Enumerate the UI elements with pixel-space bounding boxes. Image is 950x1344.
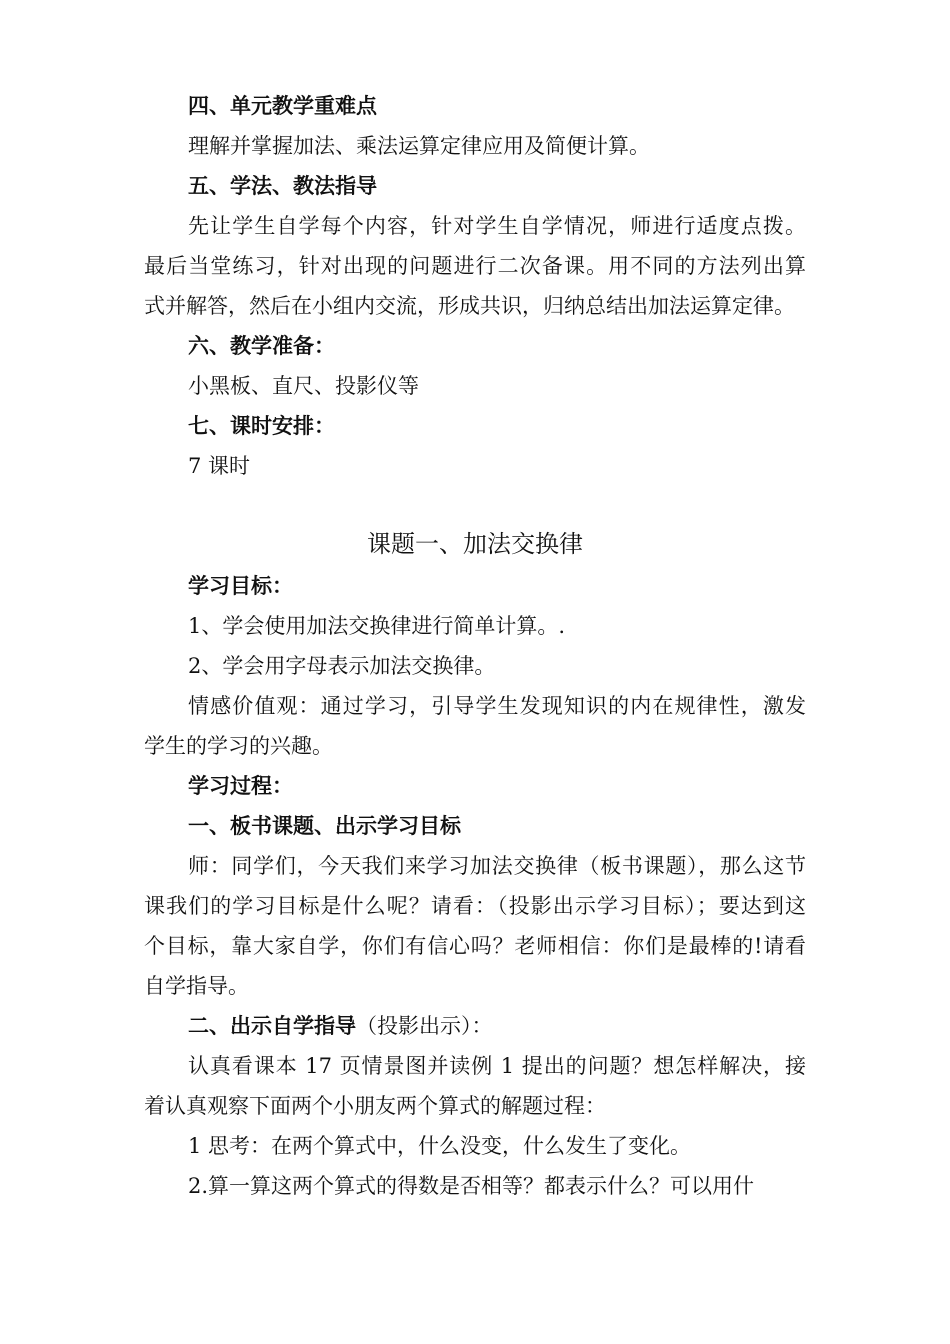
step-heading: 一、板书课题、出示学习目标 xyxy=(188,814,461,838)
subheading: 学习过程： xyxy=(188,774,293,798)
paragraph-line: 个目标，靠大家自学，你们有信心吗？老师相信：你们是最棒的!请看 xyxy=(144,934,806,958)
step-heading: 二、出示自学指导 xyxy=(188,1014,356,1038)
paragraph: 小黑板、直尺、投影仪等 xyxy=(188,374,419,398)
section-heading: 五、学法、教法指导 xyxy=(188,174,377,198)
paragraph-line: 认真看课本 17 页情景图并读例 1 提出的问题？想怎样解决，接 xyxy=(188,1054,806,1078)
section-heading: 四、单元教学重难点 xyxy=(188,94,377,118)
paragraph: 7 课时 xyxy=(188,454,251,478)
paragraph-line: 最后当堂练习，针对出现的问题进行二次备课。用不同的方法列出算 xyxy=(144,254,806,278)
paragraph-line: 师：同学们，今天我们来学习加法交换律（板书课题），那么这节 xyxy=(188,854,806,878)
paragraph-line: 先让学生自学每个内容，针对学生自学情况，师进行适度点拨。 xyxy=(188,214,806,238)
list-item: 2.算一算这两个算式的得数是否相等？都表示什么？可以用什 xyxy=(188,1174,755,1198)
step-heading-suffix: （投影出示）： xyxy=(356,1014,493,1038)
paragraph-line: 情感价值观：通过学习，引导学生发现知识的内在规律性，激发 xyxy=(188,694,806,718)
paragraph: 理解并掌握加法、乘法运算定律应用及简便计算。 xyxy=(188,134,650,158)
step-heading-row xyxy=(188,1012,493,1040)
section-heading: 六、教学准备： xyxy=(188,334,335,358)
list-item: 2、学会用字母表示加法交换律。 xyxy=(188,654,496,678)
paragraph-line: 课我们的学习目标是什么呢？请看：（投影出示学习目标）；要达到这 xyxy=(144,894,806,918)
section-heading: 七、课时安排： xyxy=(188,414,335,438)
lesson-title: 课题一、加法交换律 xyxy=(367,530,583,558)
paragraph-line: 式并解答，然后在小组内交流，形成共识，归纳总结出加法运算定律。 xyxy=(144,294,795,318)
paragraph-line: 自学指导。 xyxy=(144,974,249,998)
paragraph-line: 着认真观察下面两个小朋友两个算式的解题过程： xyxy=(144,1094,606,1118)
paragraph-line: 学生的学习的兴趣。 xyxy=(144,734,333,758)
subheading: 学习目标： xyxy=(188,574,293,598)
list-item: 1、学会使用加法交换律进行简单计算。. xyxy=(188,614,566,638)
list-item: 1 思考：在两个算式中，什么没变，什么发生了变化。 xyxy=(188,1134,692,1158)
